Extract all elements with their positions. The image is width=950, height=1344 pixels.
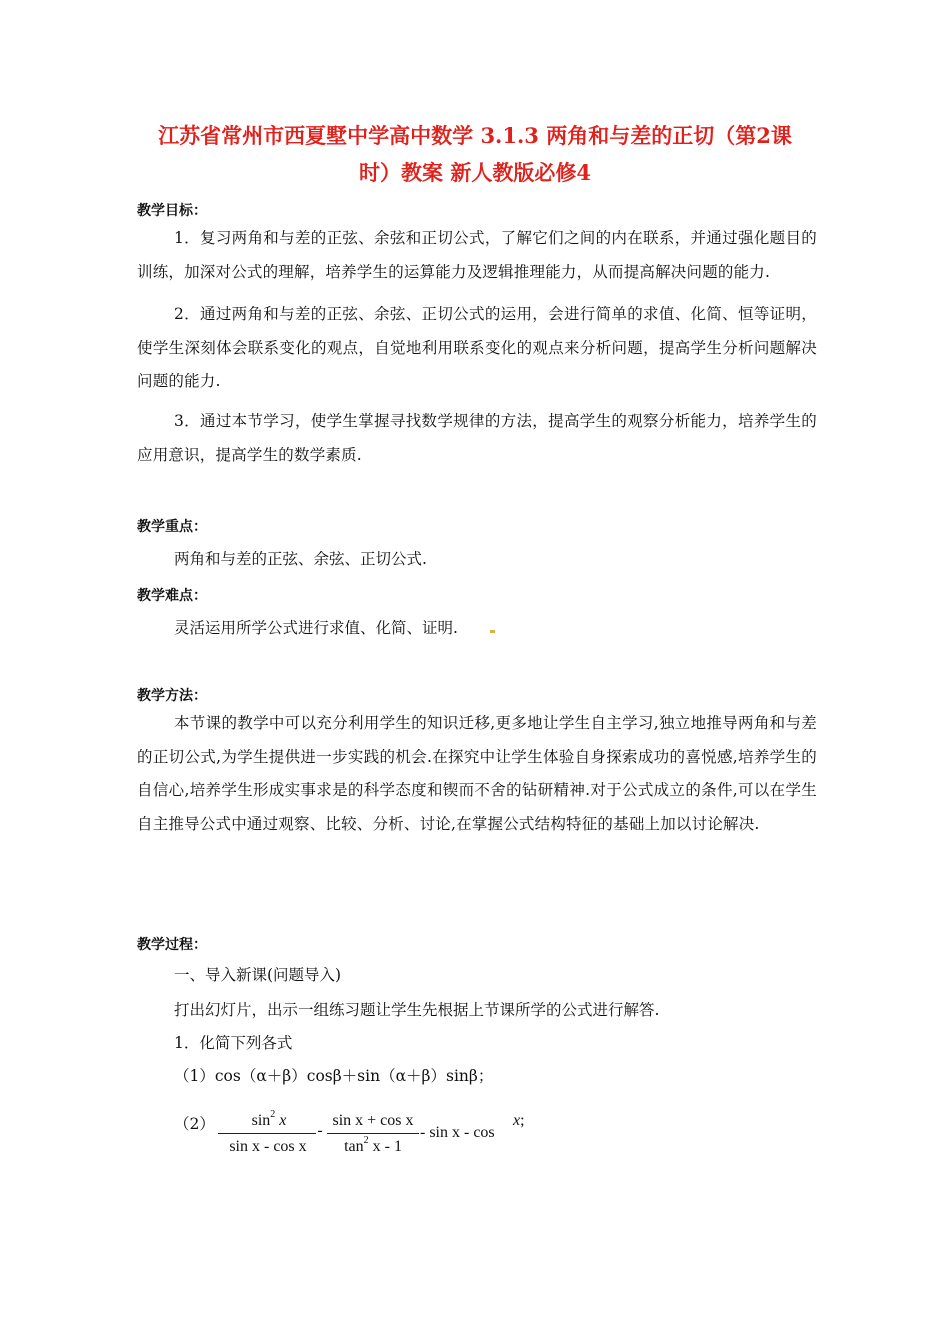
difficulties-text: 灵活运用所学公式进行求值、化简、证明. [174,619,458,637]
key-points-text: 两角和与差的正弦、余弦、正切公式. [174,550,427,568]
exercise-1-item-2-label: （2） [174,1115,215,1133]
minus-sign-1: - [317,1122,323,1139]
fraction-1-bar [218,1133,316,1134]
difficulties-heading: 教学难点： [137,588,207,604]
key-points-heading: 教学重点： [137,519,207,535]
document-title-line1: 江苏省常州市西夏墅中学高中数学 3.1.3 两角和与差的正切（第2课 [158,123,792,148]
fraction-2-bar [327,1133,419,1134]
objective-2: 2．通过两角和与差的正弦、余弦、正切公式的运用，会进行简单的求值、化简、恒等证明，使学生深刻体会联系变化的观点，自觉地利用联系变化的观点来分析问题，提高学生分析问题解决问题的能力. [137,305,817,390]
methods-text: 本节课的教学中可以充分利用学生的知识迁移,更多地让学生自主学习,独立地推导两角和与差的正切公式,为学生提供进一步实践的机会.在探究中让学生体验自身探索成功的喜悦感,培养学生的自信心,培养学生形成实事求是的科学态度和锲而不舍的钻研精神.对于公式成立的条件,可以在学生自主推导公式中通过观察、比较、分析、讨论,在掌握公式结构特征的基础上加以讨论解决. [137,714,817,833]
fraction-1-numerator: $\sin^2 x$ [251,1109,287,1129]
expression-tail-x: x; [513,1112,525,1129]
exercise-1: 1．化简下列各式 [174,1034,293,1052]
objective-1: 1．复习两角和与差的正弦、余弦和正切公式，了解它们之间的内在联系，并通过强化题目的训练，加深对公式的理解，培养学生的运算能力及逻辑推理能力，从而提高解决问题的能力. [137,229,817,281]
highlight-mark [490,630,495,633]
document-title-line2: 时）教案 新人教版必修4 [359,160,591,185]
objectives-heading: 教学目标： [137,203,207,219]
process-step1: 一、导入新课(问题导入) [174,966,342,984]
process-heading: 教学过程： [137,937,207,953]
fraction-2-numerator: sin x + cos x [332,1112,414,1129]
fraction-2-denominator: $\tan^2 x - 1$ [344,1135,402,1155]
process-step1-desc: 打出幻灯片，出示一组练习题让学生先根据上节课所学的公式进行解答. [174,1001,660,1019]
objective-3: 3．通过本节学习，使学生掌握寻找数学规律的方法，提高学生的观察分析能力，培养学生的应用意识，提高学生的数学素质. [137,412,817,464]
expression-tail: - sin x - cos [420,1124,495,1141]
fraction-1-denominator: sin x - cos x [229,1138,307,1155]
exercise-1-item-1: （1）cos（α＋β）cosβ＋sin（α＋β）sinβ； [174,1067,494,1085]
methods-heading: 教学方法： [137,688,207,704]
